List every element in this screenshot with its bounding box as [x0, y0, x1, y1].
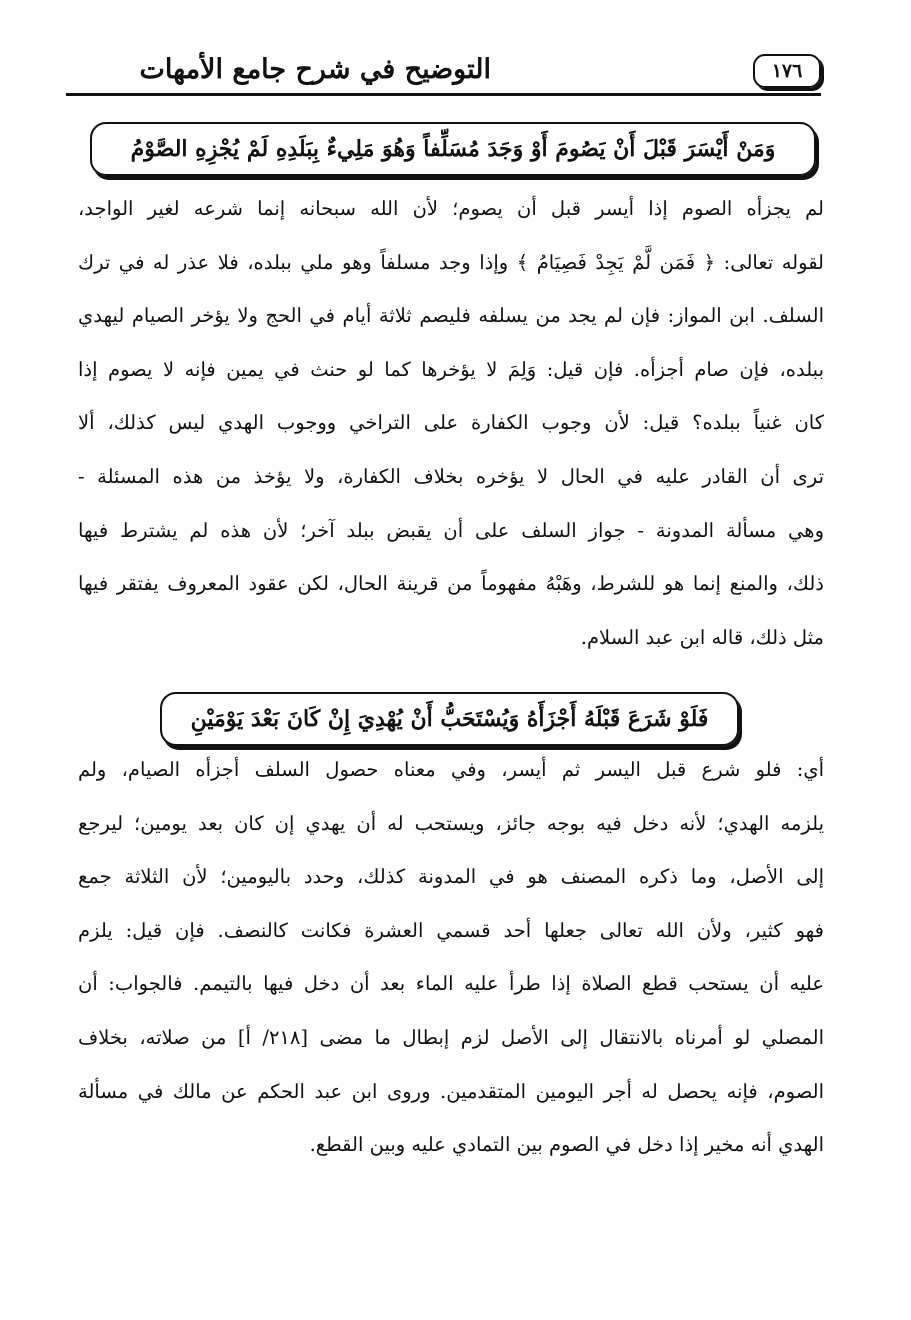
text-line: كان غنياً ببلده؟ قيل: لأن وجوب الكفارة على التراخي ووجوب الهدي ليس كذلك، ألا — [78, 411, 824, 435]
text-line: ترى أن القادر عليه في الحال لا يؤخره بخلاف الكفارة، ولا يؤخذ من هذه المسئلة - — [78, 464, 824, 488]
commentary-paragraph-1 — [78, 182, 824, 664]
commentary-paragraph-2 — [78, 743, 824, 1172]
text-line: لم يجزأه الصوم إذا أيسر قبل أن يصوم؛ لأن الله سبحانه إنما شرعه لغير الواجد، — [78, 197, 824, 220]
text-line: ذلك، والمنع إنما هو للشرط، وهَبْهُ مفهوماً من قرينة الحال، لكن عقود المعروف يفتقر فيها — [78, 572, 824, 596]
text-line: السلف. ابن المواز: فإن لم يجد من يسلفه فليصم ثلاثة أيام في الحج ولا يؤخر الصيام ليهدي — [78, 304, 824, 328]
text-line: وهي مسألة المدونة - جواز السلف على أن يقبض ببلد آخر؛ لأن هذه لم يشترط فيها — [78, 518, 824, 542]
text-line: فهو كثير، ولأن الله تعالى جعلها أحد قسمي العشرة فكانت كالنصف. فإن قيل: يلزم — [78, 918, 824, 942]
text-line: لقوله تعالى: ﴿ فَمَن لَّمْ يَجِدْ فَصِيَامُ ﴾ وإذا وجد مسلفاً وهو ملي ببلده، فلا عذر له في ترك — [78, 250, 824, 274]
text-line: مثل ذلك، قاله ابن عبد السلام. — [580, 625, 824, 649]
text-line: الهدي أنه مخير إذا دخل في الصوم بين التمادي عليه وبين القطع. — [309, 1133, 824, 1157]
text-line: الصوم، فإنه يحصل له أجر اليومين المتقدمين. وروى ابن عبد الحكم عن مالك في مسألة — [78, 1079, 824, 1103]
text-line: ببلده، فإن صام أجزأه. فإن قيل: وَلِمَ لا يؤخرها كما لو حنث في يمين فإنه لا يصوم إذا — [78, 357, 824, 381]
text-line: المصلي لو أمرناه بالانتقال إلى الأصل لزم إبطال ما مضى [٢١٨/ أ] من صلاته، بخلاف — [78, 1025, 824, 1049]
running-title: التوضيح في شرح جامع الأمهات — [139, 54, 491, 85]
header-rule — [66, 93, 821, 96]
page-number: ١٧٦ — [753, 54, 821, 88]
matn-box-2: فَلَوْ شَرَعَ قَبْلَهُ أَجْزَأَهُ وَيُسْتَحَبُّ أَنْ يُهْدِيَ إِنْ كَانَ بَعْدَ يَوْمَيْنِ — [160, 692, 739, 746]
text-line: أي: فلو شرع قبل اليسر ثم أيسر، وفي معناه حصول السلف أجزأه الصيام، ولم — [78, 758, 824, 781]
text-line: إلى الأصل، وما ذكره المصنف هو في المدونة كذلك، وحدد باليومين؛ لأن الثلاثة جمع — [78, 865, 824, 889]
text-line: يلزمه الهدي؛ لأنه دخل فيه بوجه جائز، ويستحب له أن يهدي إن كان بعد يومين؛ ليرجع — [78, 811, 824, 835]
text-line: عليه أن يستحب قطع الصلاة إذا طرأ عليه الماء بعد أن دخل فيها بالتيمم. فالجواب: أن — [78, 972, 824, 996]
matn-box-1: وَمَنْ أَيْسَرَ قَبْلَ أَنْ يَصُومَ أَوْ وَجَدَ مُسَلِّفاً وَهُوَ مَلِيءٌ بِبَلَدِهِ لَمْ يُجْزِهِ الصَّوْمُ — [90, 122, 816, 176]
page-header — [66, 48, 821, 96]
